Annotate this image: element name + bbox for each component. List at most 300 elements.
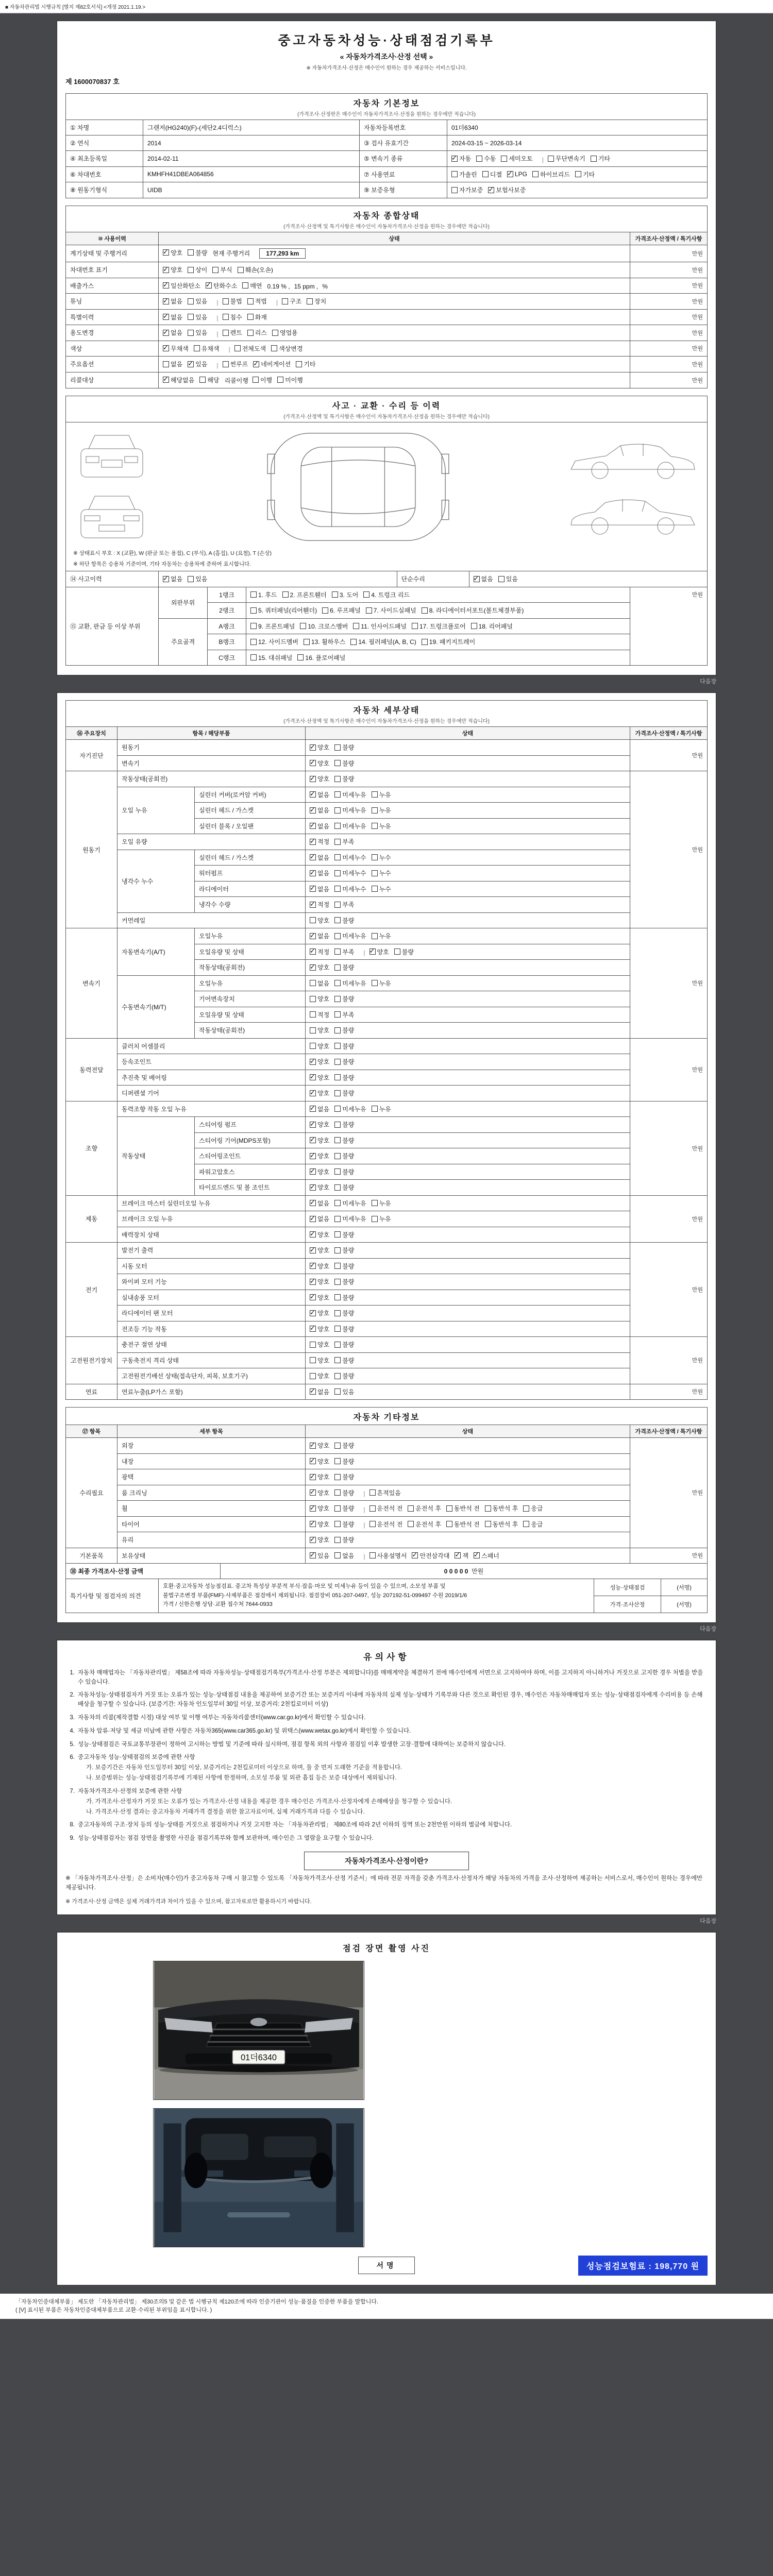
- checkbox-label: 양호: [317, 759, 330, 767]
- checkbox[interactable]: [272, 330, 278, 336]
- checkbox[interactable]: [310, 1342, 316, 1348]
- checkbox-option: [188, 574, 207, 583]
- checkbox[interactable]: [310, 980, 316, 986]
- checkbox[interactable]: [310, 791, 316, 798]
- checkbox[interactable]: [334, 807, 341, 814]
- checkbox[interactable]: [334, 886, 341, 892]
- checkbox[interactable]: [474, 1552, 480, 1558]
- checkbox[interactable]: [422, 607, 428, 614]
- checkbox[interactable]: [310, 1200, 316, 1206]
- checkbox[interactable]: [334, 1184, 341, 1191]
- checkbox[interactable]: [334, 1059, 341, 1065]
- checkbox-label: 있음: [342, 1388, 355, 1396]
- checkbox[interactable]: [310, 948, 316, 955]
- checkbox-label: 미세누유: [342, 1215, 366, 1223]
- checkbox[interactable]: [163, 377, 169, 383]
- checkbox[interactable]: [548, 156, 554, 162]
- checkbox-label: 없음: [317, 979, 330, 987]
- checkbox[interactable]: [271, 345, 277, 351]
- checkbox[interactable]: [188, 576, 194, 582]
- checkbox[interactable]: [282, 591, 289, 598]
- checkbox[interactable]: [163, 267, 169, 273]
- rank-items: [246, 650, 630, 666]
- checkbox-option: [199, 376, 219, 384]
- checkbox[interactable]: [188, 361, 194, 367]
- checkbox[interactable]: [188, 330, 194, 336]
- checkbox-label: 가솔린: [459, 171, 477, 178]
- checkbox[interactable]: [247, 314, 254, 320]
- checkbox-label: 양호: [317, 744, 330, 751]
- checkbox[interactable]: [304, 639, 310, 645]
- checkbox[interactable]: [310, 1122, 316, 1128]
- checkbox[interactable]: [300, 623, 306, 629]
- checkbox[interactable]: [485, 1521, 491, 1527]
- checkbox[interactable]: [372, 933, 378, 939]
- checkbox[interactable]: [476, 156, 482, 162]
- state-text: 2014-02-11: [147, 155, 179, 162]
- checkbox[interactable]: [163, 361, 169, 367]
- checkbox[interactable]: [310, 1263, 316, 1269]
- checkbox[interactable]: [163, 330, 169, 336]
- checkbox[interactable]: [238, 267, 244, 273]
- checkbox[interactable]: [334, 902, 341, 908]
- checkbox[interactable]: [310, 886, 316, 892]
- checkbox[interactable]: [223, 314, 229, 320]
- state-cell: [306, 881, 630, 897]
- checkbox[interactable]: [310, 902, 316, 908]
- checkbox[interactable]: [277, 377, 283, 383]
- checkbox[interactable]: [482, 171, 489, 177]
- price-cell: 만원: [630, 587, 708, 666]
- checkbox[interactable]: [310, 1168, 316, 1175]
- checkbox[interactable]: [163, 314, 169, 320]
- checkbox[interactable]: [310, 1059, 316, 1065]
- checkbox[interactable]: [310, 870, 316, 876]
- checkbox[interactable]: [310, 1184, 316, 1191]
- checkbox[interactable]: [334, 1027, 341, 1033]
- checkbox-label: 해당없음: [171, 376, 195, 384]
- checkbox[interactable]: [296, 361, 302, 367]
- checkbox[interactable]: [310, 1137, 316, 1143]
- checkbox[interactable]: [369, 948, 376, 955]
- checkbox[interactable]: [334, 1231, 341, 1238]
- checkbox[interactable]: [372, 1216, 378, 1222]
- checkbox[interactable]: [334, 1279, 341, 1285]
- checkbox[interactable]: [310, 807, 316, 814]
- checkbox[interactable]: [310, 1474, 316, 1480]
- checkbox[interactable]: [307, 298, 313, 304]
- state-cell: [306, 1148, 630, 1164]
- checkbox[interactable]: [451, 156, 458, 162]
- checkbox-option: [271, 344, 303, 353]
- checkbox[interactable]: [250, 639, 257, 645]
- checkbox[interactable]: [242, 282, 248, 289]
- checkbox[interactable]: [334, 854, 341, 860]
- checkbox[interactable]: [334, 1200, 341, 1206]
- checkbox[interactable]: [334, 1521, 341, 1527]
- checkbox[interactable]: [310, 1552, 316, 1558]
- checkbox-label: 11. 인사이드패널: [361, 622, 407, 630]
- document-subtitle: « 자동차가격조사·산정 선택 »: [340, 53, 433, 61]
- checkbox[interactable]: [334, 870, 341, 876]
- checkbox[interactable]: [310, 1216, 316, 1222]
- checkbox-label: 유채색: [201, 345, 220, 352]
- checkbox[interactable]: [310, 1027, 316, 1033]
- checkbox[interactable]: [332, 591, 338, 598]
- state-cell: [306, 1306, 630, 1321]
- checkbox-label: 양호: [317, 1168, 330, 1176]
- item-name: 발전기 출력: [117, 1243, 306, 1259]
- checkbox[interactable]: [250, 591, 257, 598]
- checkbox[interactable]: [334, 1168, 341, 1175]
- notice-item: [65, 1669, 708, 1687]
- field-value: [143, 120, 360, 135]
- checkbox[interactable]: [485, 1505, 491, 1512]
- checkbox-label: 불량: [342, 1231, 355, 1239]
- checkbox[interactable]: [199, 377, 206, 383]
- state-text: 그랜저(HG240)(F)-(세단2.4디럭스): [147, 124, 242, 131]
- checkbox[interactable]: [394, 948, 400, 955]
- checkbox[interactable]: [310, 760, 316, 766]
- checkbox[interactable]: [310, 1153, 316, 1159]
- checkbox-option: [372, 979, 391, 988]
- checkbox[interactable]: [250, 623, 257, 629]
- checkbox[interactable]: [334, 1090, 341, 1096]
- checkbox[interactable]: [334, 1474, 341, 1480]
- checkbox-option: [366, 606, 416, 615]
- checkbox-label: 있음: [317, 1552, 330, 1560]
- checkbox[interactable]: [253, 361, 259, 367]
- checkbox[interactable]: [334, 1505, 341, 1512]
- section-comp-note: (가격조사·산정액 및 특기사항은 매수인이 자동차가격조사·산정을 원하는 경우에만 적습니다): [283, 224, 490, 230]
- checkbox[interactable]: [334, 948, 341, 955]
- checkbox[interactable]: [471, 623, 477, 629]
- checkbox[interactable]: [591, 156, 597, 162]
- checkbox[interactable]: [334, 1310, 341, 1316]
- device-row: [66, 1070, 708, 1086]
- checkbox[interactable]: [163, 282, 169, 289]
- checkbox-label: 하이브리드: [540, 171, 570, 178]
- checkbox[interactable]: [523, 1521, 529, 1527]
- state-cell: [306, 787, 630, 803]
- checkbox[interactable]: [474, 576, 480, 582]
- checkbox[interactable]: [250, 607, 257, 614]
- item-label: 색상: [66, 341, 159, 357]
- checkbox[interactable]: [310, 1489, 316, 1496]
- checkbox-label: 화재: [255, 313, 267, 321]
- checkbox[interactable]: [372, 807, 378, 814]
- checkbox-option: [206, 281, 237, 290]
- item-name: 룸 크리닝: [117, 1485, 306, 1501]
- checkbox[interactable]: [412, 623, 418, 629]
- checkbox[interactable]: [334, 1247, 341, 1253]
- checkbox[interactable]: [446, 1505, 452, 1512]
- checkbox[interactable]: [188, 267, 194, 273]
- checkbox[interactable]: [334, 776, 341, 782]
- checkbox[interactable]: [163, 298, 169, 304]
- checkbox[interactable]: [408, 1505, 414, 1512]
- checkbox[interactable]: [310, 1231, 316, 1238]
- checkbox[interactable]: [334, 1357, 341, 1363]
- checkbox[interactable]: [334, 1263, 341, 1269]
- checkbox[interactable]: [310, 1458, 316, 1464]
- item-name: 외장: [117, 1438, 306, 1454]
- checkbox[interactable]: [372, 886, 378, 892]
- checkbox[interactable]: [310, 1247, 316, 1253]
- checkbox[interactable]: [334, 1489, 341, 1496]
- checkbox[interactable]: [310, 823, 316, 829]
- checkbox[interactable]: [412, 1552, 418, 1558]
- checkbox[interactable]: [334, 1373, 341, 1379]
- document-title: 중고자동차성능·상태점검기록부: [278, 33, 495, 48]
- checkbox[interactable]: [523, 1505, 529, 1512]
- checkbox[interactable]: [310, 1106, 316, 1112]
- condition-row: [66, 357, 708, 372]
- checkbox[interactable]: [334, 996, 341, 1002]
- item-name: 변속기: [117, 755, 306, 771]
- state-cell: [306, 991, 630, 1007]
- checkbox[interactable]: [369, 1489, 376, 1496]
- checkbox[interactable]: [334, 1458, 341, 1464]
- part-name: 스티어링 펌프: [195, 1117, 306, 1133]
- checkbox[interactable]: [310, 1294, 316, 1300]
- checkbox[interactable]: [194, 345, 200, 351]
- checkbox[interactable]: [310, 996, 316, 1002]
- checkbox-label: 13. 휠하우스: [311, 638, 346, 646]
- rank-items: [246, 634, 630, 650]
- checkbox-label: 없음: [317, 885, 330, 893]
- checkbox[interactable]: [372, 980, 378, 986]
- checkbox-label: 구조: [290, 298, 302, 305]
- car-left-side-diagram: [566, 433, 700, 485]
- field-label: ④ 최초등록일: [66, 151, 143, 167]
- checkbox[interactable]: [310, 776, 316, 782]
- checkbox-option: [163, 248, 182, 257]
- checkbox[interactable]: [163, 249, 169, 256]
- checkbox[interactable]: [334, 964, 341, 971]
- checkbox-option: [334, 1262, 354, 1270]
- checkbox-label: 적법: [255, 298, 267, 305]
- item-name: 작동상태(공회전): [117, 771, 306, 787]
- checkbox[interactable]: [310, 839, 316, 845]
- checkbox[interactable]: [310, 1074, 316, 1080]
- checkbox[interactable]: [223, 361, 229, 367]
- checkbox[interactable]: [223, 330, 229, 336]
- checkbox-option: [310, 1089, 329, 1097]
- checkbox[interactable]: [446, 1521, 452, 1527]
- checkbox[interactable]: [451, 171, 458, 177]
- checkbox[interactable]: [363, 591, 369, 598]
- checkbox[interactable]: [310, 854, 316, 860]
- checkbox[interactable]: [310, 1521, 316, 1527]
- checkbox[interactable]: [334, 1342, 341, 1348]
- checkbox[interactable]: [369, 1505, 376, 1512]
- checkbox-option: [369, 1551, 407, 1560]
- checkbox[interactable]: [310, 1388, 316, 1395]
- checkbox[interactable]: [369, 1521, 376, 1527]
- checkbox-label: 운전석 후: [415, 1505, 441, 1512]
- checkbox-label: 불량: [342, 1325, 355, 1333]
- checkbox[interactable]: [532, 171, 539, 177]
- checkbox[interactable]: [250, 654, 257, 660]
- checkbox[interactable]: [334, 980, 341, 986]
- device-row: [66, 1485, 708, 1501]
- checkbox[interactable]: [310, 933, 316, 939]
- checkbox[interactable]: [310, 1011, 316, 1018]
- checkbox[interactable]: [310, 1357, 316, 1363]
- checkbox[interactable]: [334, 1074, 341, 1080]
- checkbox[interactable]: [408, 1521, 414, 1527]
- checkbox[interactable]: [334, 744, 341, 751]
- checkbox[interactable]: [234, 345, 241, 351]
- checkbox-label: 9. 프론트패널: [258, 622, 295, 630]
- checkbox[interactable]: [212, 267, 219, 273]
- checkbox[interactable]: [334, 1011, 341, 1018]
- checkbox[interactable]: [334, 1216, 341, 1222]
- checkbox[interactable]: [163, 576, 169, 582]
- checkbox[interactable]: [322, 607, 328, 614]
- checkbox[interactable]: [310, 1310, 316, 1316]
- checkbox[interactable]: [334, 1326, 341, 1332]
- checkbox[interactable]: [334, 1552, 341, 1558]
- checkbox[interactable]: [372, 823, 378, 829]
- checkbox[interactable]: [455, 1552, 461, 1558]
- checkbox-option: [277, 376, 303, 384]
- checkbox[interactable]: [310, 1043, 316, 1049]
- checkbox[interactable]: [334, 1537, 341, 1543]
- checkbox[interactable]: [353, 623, 359, 629]
- checkbox[interactable]: [334, 839, 341, 845]
- checkbox[interactable]: [334, 933, 341, 939]
- item-name: 실내송풍 모터: [117, 1290, 306, 1306]
- checkbox[interactable]: [334, 1443, 341, 1449]
- checkbox[interactable]: [223, 298, 229, 304]
- checkbox[interactable]: [372, 870, 378, 876]
- checkbox-option: [334, 1356, 354, 1365]
- checkbox[interactable]: [310, 964, 316, 971]
- checkbox-label: 누유: [379, 1199, 391, 1207]
- checkbox-option: [334, 1183, 354, 1192]
- checkbox[interactable]: [247, 330, 254, 336]
- device-row: [66, 1337, 708, 1353]
- state-cell: [306, 897, 630, 913]
- checkbox[interactable]: [372, 1200, 378, 1206]
- item-name: 전조등 기능 작동: [117, 1321, 306, 1337]
- checkbox[interactable]: [334, 1122, 341, 1128]
- checkbox[interactable]: [334, 760, 341, 766]
- checkbox[interactable]: [372, 854, 378, 860]
- checkbox[interactable]: [310, 1326, 316, 1332]
- checkbox[interactable]: [334, 917, 341, 923]
- checkbox[interactable]: [310, 1505, 316, 1512]
- device-row: [66, 1384, 708, 1400]
- state-cell: [159, 309, 630, 325]
- checkbox-option: [334, 963, 354, 972]
- checkbox[interactable]: [507, 171, 513, 177]
- column-header: 가격조사·산정액 / 특기사항: [630, 727, 708, 740]
- section-basic-note: (가격조사·산정란은 매수인이 자동차가격조사·산정을 원하는 경우에만 적습니다): [297, 112, 476, 117]
- checkbox[interactable]: [334, 1137, 341, 1143]
- checkbox[interactable]: [310, 1443, 316, 1449]
- checkbox[interactable]: [334, 1106, 341, 1112]
- part-name: 라디에이터: [195, 881, 306, 897]
- checkbox[interactable]: [422, 639, 428, 645]
- part-name: 워터펌프: [195, 866, 306, 882]
- column-header: 항목 / 해당부품: [117, 727, 306, 740]
- item-label: 용도변경: [66, 325, 159, 341]
- part-name: 냉각수 수량: [195, 897, 306, 913]
- checkbox[interactable]: [188, 298, 194, 304]
- checkbox[interactable]: [188, 249, 194, 256]
- checkbox[interactable]: [451, 187, 458, 193]
- checkbox[interactable]: [310, 1537, 316, 1543]
- checkbox[interactable]: [334, 1388, 341, 1395]
- checkbox[interactable]: [334, 823, 341, 829]
- checkbox-option: [575, 170, 595, 179]
- checkbox[interactable]: [369, 1552, 376, 1558]
- state-cell: [306, 1101, 630, 1117]
- field-label: ⑨ 보증유형: [360, 182, 447, 198]
- device-row: [66, 975, 708, 991]
- checkbox-option: [310, 853, 329, 862]
- checkbox-option: [412, 1551, 449, 1560]
- checkbox-label: 불량: [342, 1184, 355, 1191]
- checkbox[interactable]: [188, 314, 194, 320]
- checkbox[interactable]: [310, 1373, 316, 1379]
- checkbox[interactable]: [350, 639, 357, 645]
- checkbox[interactable]: [334, 1294, 341, 1300]
- checkbox[interactable]: [206, 282, 212, 289]
- signature-box[interactable]: 서명: [358, 2257, 414, 2274]
- checkbox[interactable]: [366, 607, 372, 614]
- checkbox[interactable]: [253, 377, 259, 383]
- checkbox-label: 불량: [195, 249, 208, 257]
- checkbox[interactable]: [334, 791, 341, 798]
- checkbox-option: [334, 947, 354, 956]
- part-name: 스티어링 기어(MDPS포함): [195, 1132, 306, 1148]
- checkbox[interactable]: [372, 791, 378, 798]
- item-label: 계기상태 및 주행거리: [66, 245, 159, 262]
- checkbox[interactable]: [282, 298, 288, 304]
- item-name: 커먼레일: [117, 912, 306, 928]
- checkbox[interactable]: [310, 744, 316, 751]
- device-row: [66, 755, 708, 771]
- price-cell: 만원: [630, 1438, 708, 1548]
- checkbox-option: [310, 1262, 329, 1270]
- checkbox[interactable]: [501, 156, 507, 162]
- checkbox[interactable]: [297, 654, 304, 660]
- checkbox[interactable]: [163, 345, 169, 351]
- column-header: 상태: [306, 727, 630, 740]
- checkbox-label: 양호: [171, 266, 183, 274]
- checkbox[interactable]: [575, 171, 581, 177]
- checkbox[interactable]: [310, 1090, 316, 1096]
- checkbox[interactable]: [247, 298, 254, 304]
- remarks-row: [66, 1579, 708, 1596]
- item-label: 튜닝: [66, 294, 159, 310]
- checkbox[interactable]: [488, 187, 494, 193]
- checkbox[interactable]: [498, 576, 505, 582]
- checkbox[interactable]: [310, 1279, 316, 1285]
- checkbox-label: 불량: [342, 1505, 355, 1512]
- checkbox[interactable]: [310, 917, 316, 923]
- checkbox-label: 양호: [317, 995, 330, 1003]
- checkbox[interactable]: [334, 1153, 341, 1159]
- checkbox[interactable]: [372, 1106, 378, 1112]
- checkbox-label: 누수: [379, 885, 391, 893]
- field-label: ② 연식: [66, 135, 143, 151]
- checkbox[interactable]: [334, 1043, 341, 1049]
